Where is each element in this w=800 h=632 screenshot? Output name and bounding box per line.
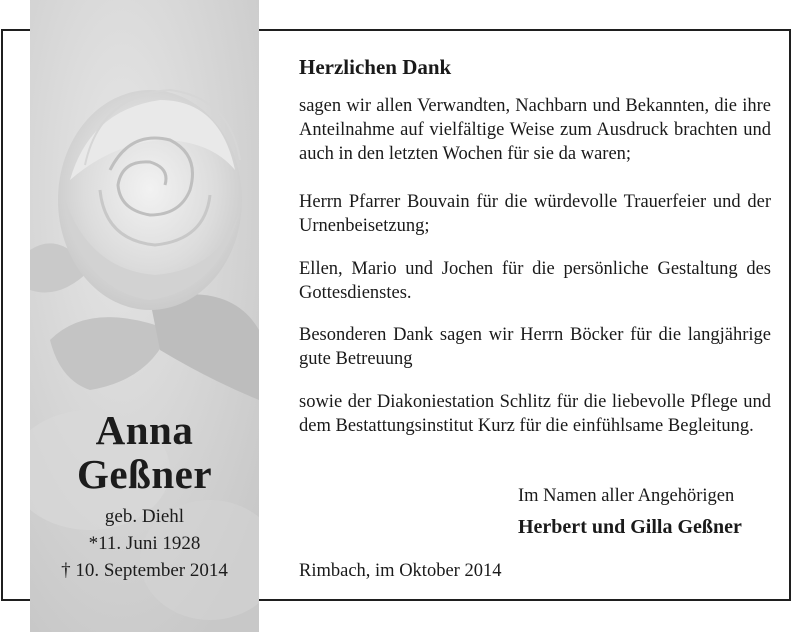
maiden-name: geb. Diehl (104, 506, 185, 527)
signature-names: Herbert und Gilla Geßner (518, 516, 742, 538)
thanks-paragraph: sowie der Diakoniestation Schlitz für die liebevolle Pflege und dem Bestattungsinstitut Kurz für die einfühlsame Begleitung. (299, 392, 771, 436)
thanks-paragraph: sagen wir allen Verwandten, Nachbarn und Bekannten, die ihre Anteilnahme auf vielfältige Weise zum Ausdruck brachten und auch in den letzten Wochen für sie da waren; (299, 96, 771, 164)
signature-intro: Im Namen aller Angehörigen (518, 486, 735, 506)
thanks-paragraph: Ellen, Mario und Jochen für die persönliche Gestaltung des Gottesdienstes. (299, 259, 771, 303)
thanks-paragraph: Herrn Pfarrer Bouvain für die würdevolle Trauerfeier und der Urnenbeisetzung; (299, 192, 771, 236)
birth-date: *11. Juni 1928 (88, 533, 201, 554)
deceased-first-name: Anna (95, 407, 194, 453)
thanks-paragraph: Besonderen Dank sagen wir Herrn Böcker für die langjährige gute Betreuung (299, 325, 771, 369)
place-date: Rimbach, im Oktober 2014 (299, 561, 502, 581)
rose-photo-panel (30, 0, 259, 632)
death-date: † 10. September 2014 (61, 560, 228, 581)
deceased-last-name: Geßner (76, 451, 213, 497)
notice-heading: Herzlichen Dank (299, 55, 452, 79)
